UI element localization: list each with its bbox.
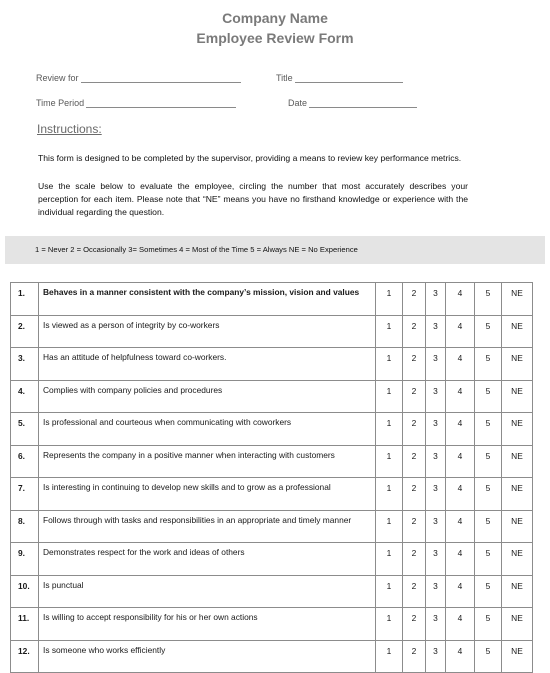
rating-option-4[interactable]: 4: [446, 608, 475, 641]
rating-option-5[interactable]: 5: [475, 283, 502, 316]
review-for-field[interactable]: [36, 72, 241, 83]
company-name: Company Name: [222, 10, 328, 26]
rating-option-ne[interactable]: NE: [502, 413, 533, 446]
rating-option-ne[interactable]: NE: [502, 478, 533, 511]
review-table: [10, 282, 533, 673]
time-period-line[interactable]: [86, 97, 236, 108]
rating-option-5[interactable]: 5: [475, 543, 502, 576]
rating-option-ne[interactable]: NE: [502, 315, 533, 348]
rating-option-4[interactable]: 4: [446, 380, 475, 413]
rating-option-1[interactable]: 1: [376, 510, 403, 543]
item-number: 9.: [11, 543, 39, 576]
item-number: 2.: [11, 315, 39, 348]
rating-option-2[interactable]: 2: [403, 413, 426, 446]
rating-option-1[interactable]: 1: [376, 380, 403, 413]
table-row: [11, 380, 533, 413]
rating-option-ne[interactable]: NE: [502, 575, 533, 608]
date-line[interactable]: [309, 97, 417, 108]
table-row: [11, 640, 533, 673]
rating-option-ne[interactable]: NE: [502, 543, 533, 576]
rating-option-3[interactable]: 3: [426, 510, 446, 543]
rating-option-3[interactable]: 3: [426, 315, 446, 348]
item-description: Follows through with tasks and responsibilities in an appropriate and timely manner: [39, 510, 376, 543]
rating-option-1[interactable]: 1: [376, 348, 403, 381]
item-number: 12.: [11, 640, 39, 673]
item-description: Represents the company in a positive manner when interacting with customers: [39, 445, 376, 478]
item-number: 10.: [11, 575, 39, 608]
item-description: Demonstrates respect for the work and ideas of others: [39, 543, 376, 576]
rating-option-1[interactable]: 1: [376, 413, 403, 446]
item-number: 1.: [11, 283, 39, 316]
title-line[interactable]: [295, 72, 403, 83]
rating-option-4[interactable]: 4: [446, 543, 475, 576]
rating-option-5[interactable]: 5: [475, 380, 502, 413]
table-row: [11, 543, 533, 576]
item-description: Is professional and courteous when communicating with coworkers: [39, 413, 376, 446]
rating-option-3[interactable]: 3: [426, 445, 446, 478]
instructions-paragraph-2: Use the scale below to evaluate the employee, circling the number that most accurately describes your perception for each item. Please note that “NE” means you have no firsthand knowledge or experience with the individual regarding the question.: [38, 181, 468, 217]
table-row: [11, 510, 533, 543]
rating-option-2[interactable]: 2: [403, 510, 426, 543]
time-period-field[interactable]: [36, 97, 236, 108]
rating-option-2[interactable]: 2: [403, 608, 426, 641]
rating-option-1[interactable]: 1: [376, 543, 403, 576]
rating-option-3[interactable]: 3: [426, 640, 446, 673]
rating-option-3[interactable]: 3: [426, 575, 446, 608]
item-description: Has an attitude of helpfulness toward co-workers.: [39, 348, 376, 381]
rating-option-1[interactable]: 1: [376, 445, 403, 478]
item-number: 5.: [11, 413, 39, 446]
item-number: 3.: [11, 348, 39, 381]
item-description: Complies with company policies and procedures: [39, 380, 376, 413]
rating-scale-legend: 1 = Never 2 = Occasionally 3= Sometimes 4 = Most of the Time 5 = Always NE = No Experience: [5, 236, 545, 264]
rating-option-2[interactable]: 2: [403, 315, 426, 348]
item-description: Behaves in a manner consistent with the company’s mission, vision and values: [39, 283, 376, 316]
rating-option-3[interactable]: 3: [426, 348, 446, 381]
table-row: [11, 608, 533, 641]
rating-option-3[interactable]: 3: [426, 413, 446, 446]
rating-option-1[interactable]: 1: [376, 640, 403, 673]
rating-option-3[interactable]: 3: [426, 380, 446, 413]
rating-option-2[interactable]: 2: [403, 575, 426, 608]
rating-option-ne[interactable]: NE: [502, 510, 533, 543]
rating-option-3[interactable]: 3: [426, 608, 446, 641]
title-field[interactable]: [276, 72, 403, 83]
rating-option-4[interactable]: 4: [446, 348, 475, 381]
rating-option-2[interactable]: 2: [403, 283, 426, 316]
item-number: 6.: [11, 445, 39, 478]
table-row: [11, 575, 533, 608]
rating-option-5[interactable]: 5: [475, 478, 502, 511]
rating-option-3[interactable]: 3: [426, 478, 446, 511]
rating-option-ne[interactable]: NE: [502, 380, 533, 413]
rating-option-2[interactable]: 2: [403, 380, 426, 413]
rating-option-ne[interactable]: NE: [502, 348, 533, 381]
review-for-label: Review for: [36, 73, 79, 83]
rating-option-4[interactable]: 4: [446, 510, 475, 543]
form-title: Employee Review Form: [196, 30, 354, 46]
rating-option-4[interactable]: 4: [446, 445, 475, 478]
rating-option-4[interactable]: 4: [446, 315, 475, 348]
rating-option-4[interactable]: 4: [446, 478, 475, 511]
item-number: 11.: [11, 608, 39, 641]
rating-option-4[interactable]: 4: [446, 283, 475, 316]
rating-option-ne[interactable]: NE: [502, 640, 533, 673]
rating-option-5[interactable]: 5: [475, 640, 502, 673]
rating-option-5[interactable]: 5: [475, 608, 502, 641]
item-description: Is punctual: [39, 575, 376, 608]
rating-option-5[interactable]: 5: [475, 413, 502, 446]
instructions-heading: Instructions:: [37, 122, 102, 136]
item-description: Is willing to accept responsibility for his or her own actions: [39, 608, 376, 641]
date-field[interactable]: [288, 97, 417, 108]
rating-option-4[interactable]: 4: [446, 575, 475, 608]
table-row: [11, 413, 533, 446]
rating-option-1[interactable]: 1: [376, 283, 403, 316]
rating-option-3[interactable]: 3: [426, 543, 446, 576]
rating-option-1[interactable]: 1: [376, 315, 403, 348]
rating-option-2[interactable]: 2: [403, 445, 426, 478]
item-description: Is someone who works efficiently: [39, 640, 376, 673]
table-row: [11, 315, 533, 348]
item-number: 7.: [11, 478, 39, 511]
table-row: [11, 445, 533, 478]
rating-option-5[interactable]: 5: [475, 315, 502, 348]
rating-option-1[interactable]: 1: [376, 608, 403, 641]
item-description: Is viewed as a person of integrity by co-workers: [39, 315, 376, 348]
table-row: [11, 348, 533, 381]
rating-option-5[interactable]: 5: [475, 575, 502, 608]
title-label: Title: [276, 73, 293, 83]
time-period-label: Time Period: [36, 98, 85, 108]
table-row: [11, 478, 533, 511]
rating-option-2[interactable]: 2: [403, 543, 426, 576]
rating-option-5[interactable]: 5: [475, 348, 502, 381]
rating-option-4[interactable]: 4: [446, 640, 475, 673]
instructions-paragraph-1: This form is designed to be completed by the supervisor, providing a means to review key performance metrics.: [38, 153, 462, 163]
rating-option-5[interactable]: 5: [475, 445, 502, 478]
table-row: [11, 283, 533, 316]
rating-option-2[interactable]: 2: [403, 640, 426, 673]
item-description: Is interesting in continuing to develop new skills and to grow as a professional: [39, 478, 376, 511]
rating-option-1[interactable]: 1: [376, 575, 403, 608]
rating-option-ne[interactable]: NE: [502, 283, 533, 316]
review-for-line[interactable]: [81, 72, 241, 83]
rating-option-5[interactable]: 5: [475, 510, 502, 543]
rating-option-2[interactable]: 2: [403, 478, 426, 511]
item-number: 4.: [11, 380, 39, 413]
rating-option-ne[interactable]: NE: [502, 608, 533, 641]
item-number: 8.: [11, 510, 39, 543]
rating-option-ne[interactable]: NE: [502, 445, 533, 478]
rating-option-3[interactable]: 3: [426, 283, 446, 316]
rating-option-2[interactable]: 2: [403, 348, 426, 381]
date-label: Date: [288, 98, 308, 108]
rating-option-1[interactable]: 1: [376, 478, 403, 511]
rating-option-4[interactable]: 4: [446, 413, 475, 446]
